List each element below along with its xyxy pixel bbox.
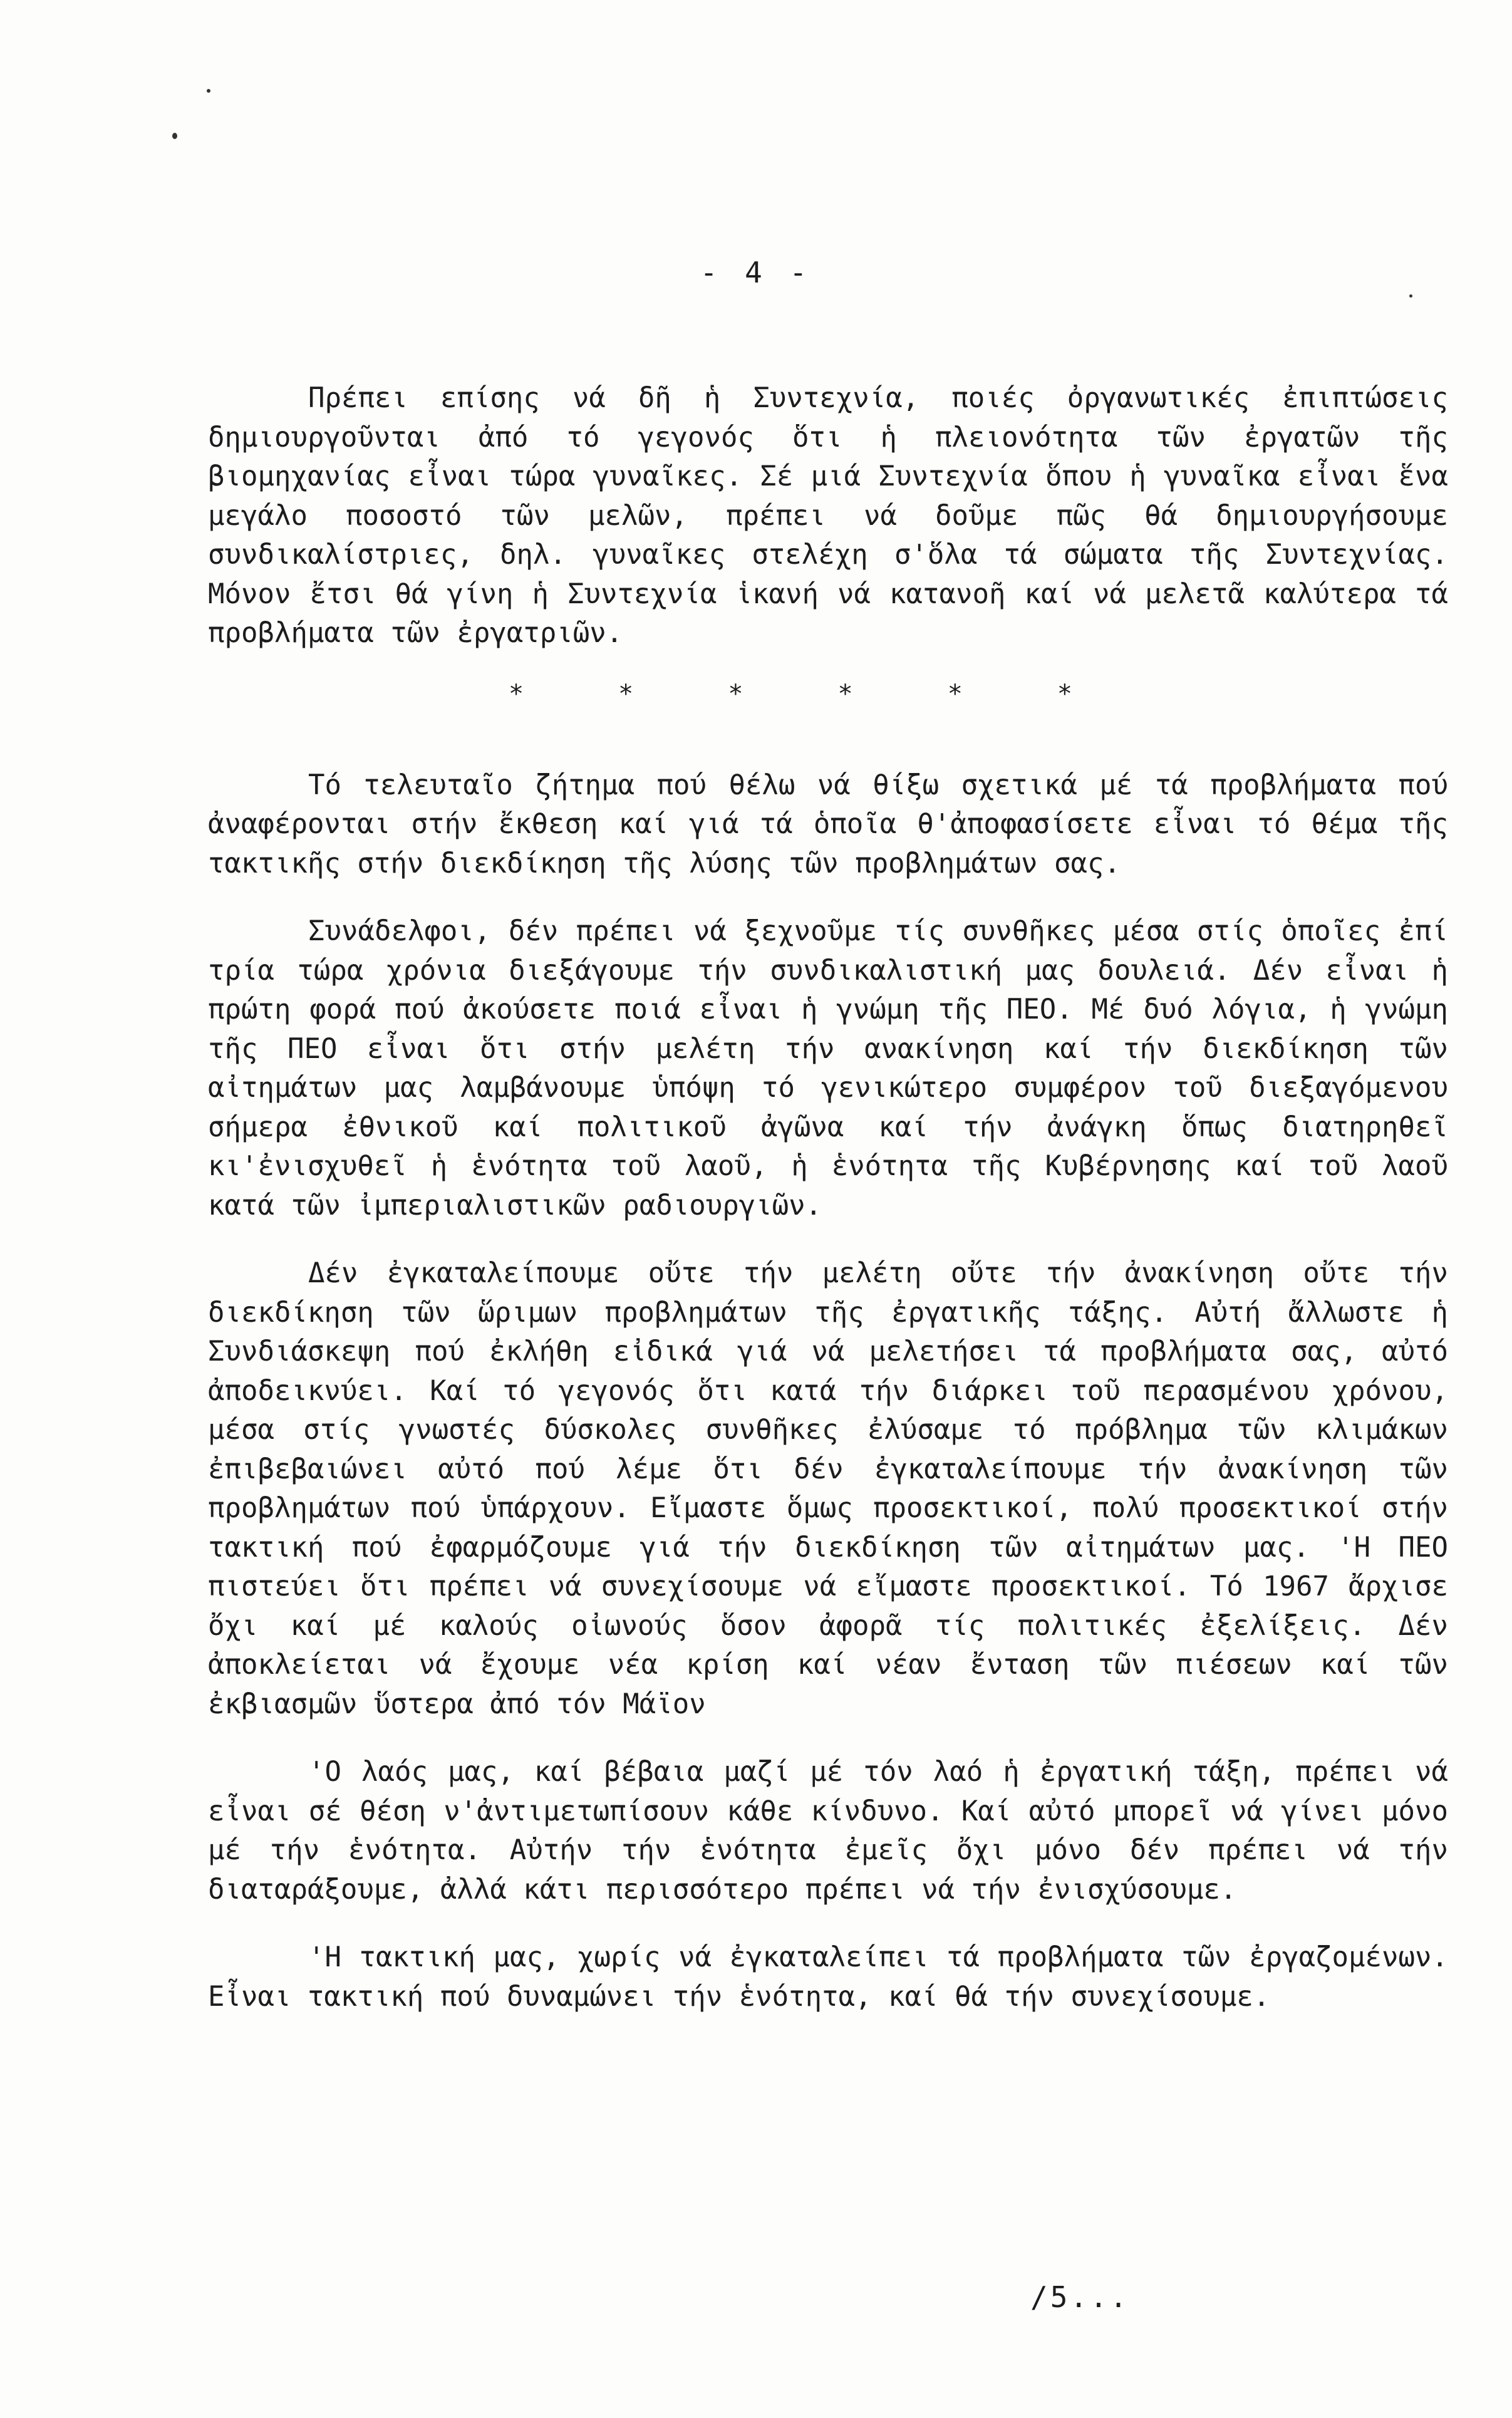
separator-star: *: [837, 679, 853, 708]
paragraph-not-abandoning: Δέν ἐγκαταλείπουμε οὔτε τήν μελέτη οὔτε τήν ἀνακίνηση οὔτε τήν διεκδίκηση τῶν ὥριμων προβλημάτων τῆς ἐργατικῆς τάξης. Αὐτή ἄλλωστε ἡ Συνδιάσκεψη πού ἐκλήθη εἰδικά γιά νά μελετήσει τά προβλήματα σας, αὐτό ἀποδεικνύει. Καί τό γεγονός ὅτι κατά τήν διάρκει τοῦ περασμένου χρόνου, μέσα στίς γνωστές δύσκολες συνθῆκες ἐλύσαμε τό πρόβλημα τῶν κλιμάκων ἐπιβεβαιώνει αὐτό πού λέμε ὅτι δέν ἐγκαταλείπουμε τήν ἀνακίνηση τῶν προβλημάτων πού ὑπάρχουν. Εἴμαστε ὅμως προσεκτικοί, πολύ προσεκτικοί στήν τακτική πού ἐφαρμόζουμε γιά τήν διεκδίκηση τῶν αἰτημάτων μας. 'Η ΠΕΟ πιστεύει ὅτι πρέπει νά συνεχίσουμε νά εἴμαστε προσεκτικοί. Τό 1967 ἄρχισε ὄχι καί μέ καλούς οἰωνούς ὅσον ἀφορᾶ τίς πολιτικές ἐξελίξεις. Δέν ἀποκλείεται νά ἔχουμε νέα κρίση καί νέαν ἔνταση τῶν πιέσεων καί τῶν ἐκβιασμῶν ὕστερα ἀπό τόν Μάϊον: [208, 1257, 1448, 1720]
separator-star: *: [618, 679, 634, 708]
scan-speck: [207, 89, 210, 93]
continuation-marker: /5...: [1030, 2280, 1130, 2314]
scan-speck: [172, 133, 177, 139]
scan-speck: [1409, 294, 1412, 298]
separator-star: *: [947, 679, 963, 708]
paragraph-tactics-intro: Τό τελευταῖο ζήτημα πού θέλω νά θίξω σχετικά μέ τά προβλήματα πού ἀναφέρονται στήν ἔκθεση καί γιά τά ὁποῖα θ'ἀποφασίσετε εἶναι τό θέμα τῆς τακτικῆς στήν διεκδίκηση τῆς λύσης τῶν προβλημάτων σας.: [208, 769, 1448, 880]
paragraph-people-unity: 'Ο λαός μας, καί βέβαια μαζί μέ τόν λαό ἡ ἐργατική τάξη, πρέπει νά εἶναι σέ θέση ν'ἀντιμετωπίσουν κάθε κίνδυνο. Καί αὐτό μπορεῖ νά γίνει μόνο μέ τήν ἑνότητα. Αὐτήν τήν ἑνότητα ἐμεῖς ὄχι μόνο δέν πρέπει νά τήν διαταράξουμε, ἀλλά κάτι περισσότερο πρέπει νά τήν ἐνισχύσουμε.: [208, 1756, 1448, 1906]
paragraph-women-in-union: Πρέπει επίσης νά δῆ ἡ Συντεχνία, ποιές ὀργανωτικές ἐπιπτώσεις δημιουργοῦνται ἀπό τό γεγονός ὅτι ἡ πλειονότητα τῶν ἐργατῶν τῆς βιομηχανίας εἶναι τώρα γυναῖκες. Σέ μιά Συντεχνία ὅπου ἡ γυναῖκα εἶναι ἕνα μεγάλο ποσοστό τῶν μελῶν, πρέπει νά δοῦμε πῶς θά δημιουργήσουμε συνδικαλίστριες, δηλ. γυναῖκες στελέχη σ'ὅλα τά σώματα τῆς Συντεχνίας. Μόνον ἔτσι θά γίνη ἡ Συντεχνία ἱκανή νά κατανοῆ καί νά μελετᾶ καλύτερα τά προβλήματα τῶν ἐργατριῶν.: [208, 382, 1448, 649]
separator-star: *: [509, 679, 524, 708]
section-separator: [208, 653, 1448, 766]
document-body: [208, 379, 1448, 2016]
page-number: - 4 -: [700, 256, 812, 289]
separator-star: *: [728, 679, 743, 708]
paragraph-our-tactic: 'Η τακτική μας, χωρίς νά ἐγκαταλείπει τά προβλήματα τῶν ἐργαζομένων. Εἶναι τακτική πού δυναμώνει τήν ἑνότητα, καί θά τήν συνεχίσουμε.: [208, 1941, 1448, 2013]
separator-star: *: [1057, 679, 1072, 708]
paragraph-colleagues: Συνάδελφοι, δέν πρέπει νά ξεχνοῦμε τίς συνθῆκες μέσα στίς ὁποῖες ἐπί τρία τώρα χρόνια διεξάγουμε τήν συνδικαλιστική μας δουλειά. Δέν εἶναι ἡ πρώτη φορά πού ἀκούσετε ποιά εἶναι ἡ γνώμη τῆς ΠΕΟ. Μέ δυό λόγια, ἡ γνώμη τῆς ΠΕΟ εἶναι ὅτι στήν μελέτη τήν ανακίνηση καί τήν διεκδίκηση τῶν αἰτημάτων μας λαμβάνουμε ὑπόψη τό γενικώτερο συμφέρον τοῦ διεξαγόμενου σήμερα ἐθνικοῦ καί πολιτικοῦ ἀγῶνα καί τήν ἀνάγκη ὅπως διατηρηθεῖ κι'ἐνισχυθεῖ ἡ ἑνότητα τοῦ λαοῦ, ἡ ἑνότητα τῆς Κυβέρνησης καί τοῦ λαοῦ κατά τῶν ἰμπεριαλιστικῶν ραδιουργιῶν.: [208, 915, 1448, 1222]
